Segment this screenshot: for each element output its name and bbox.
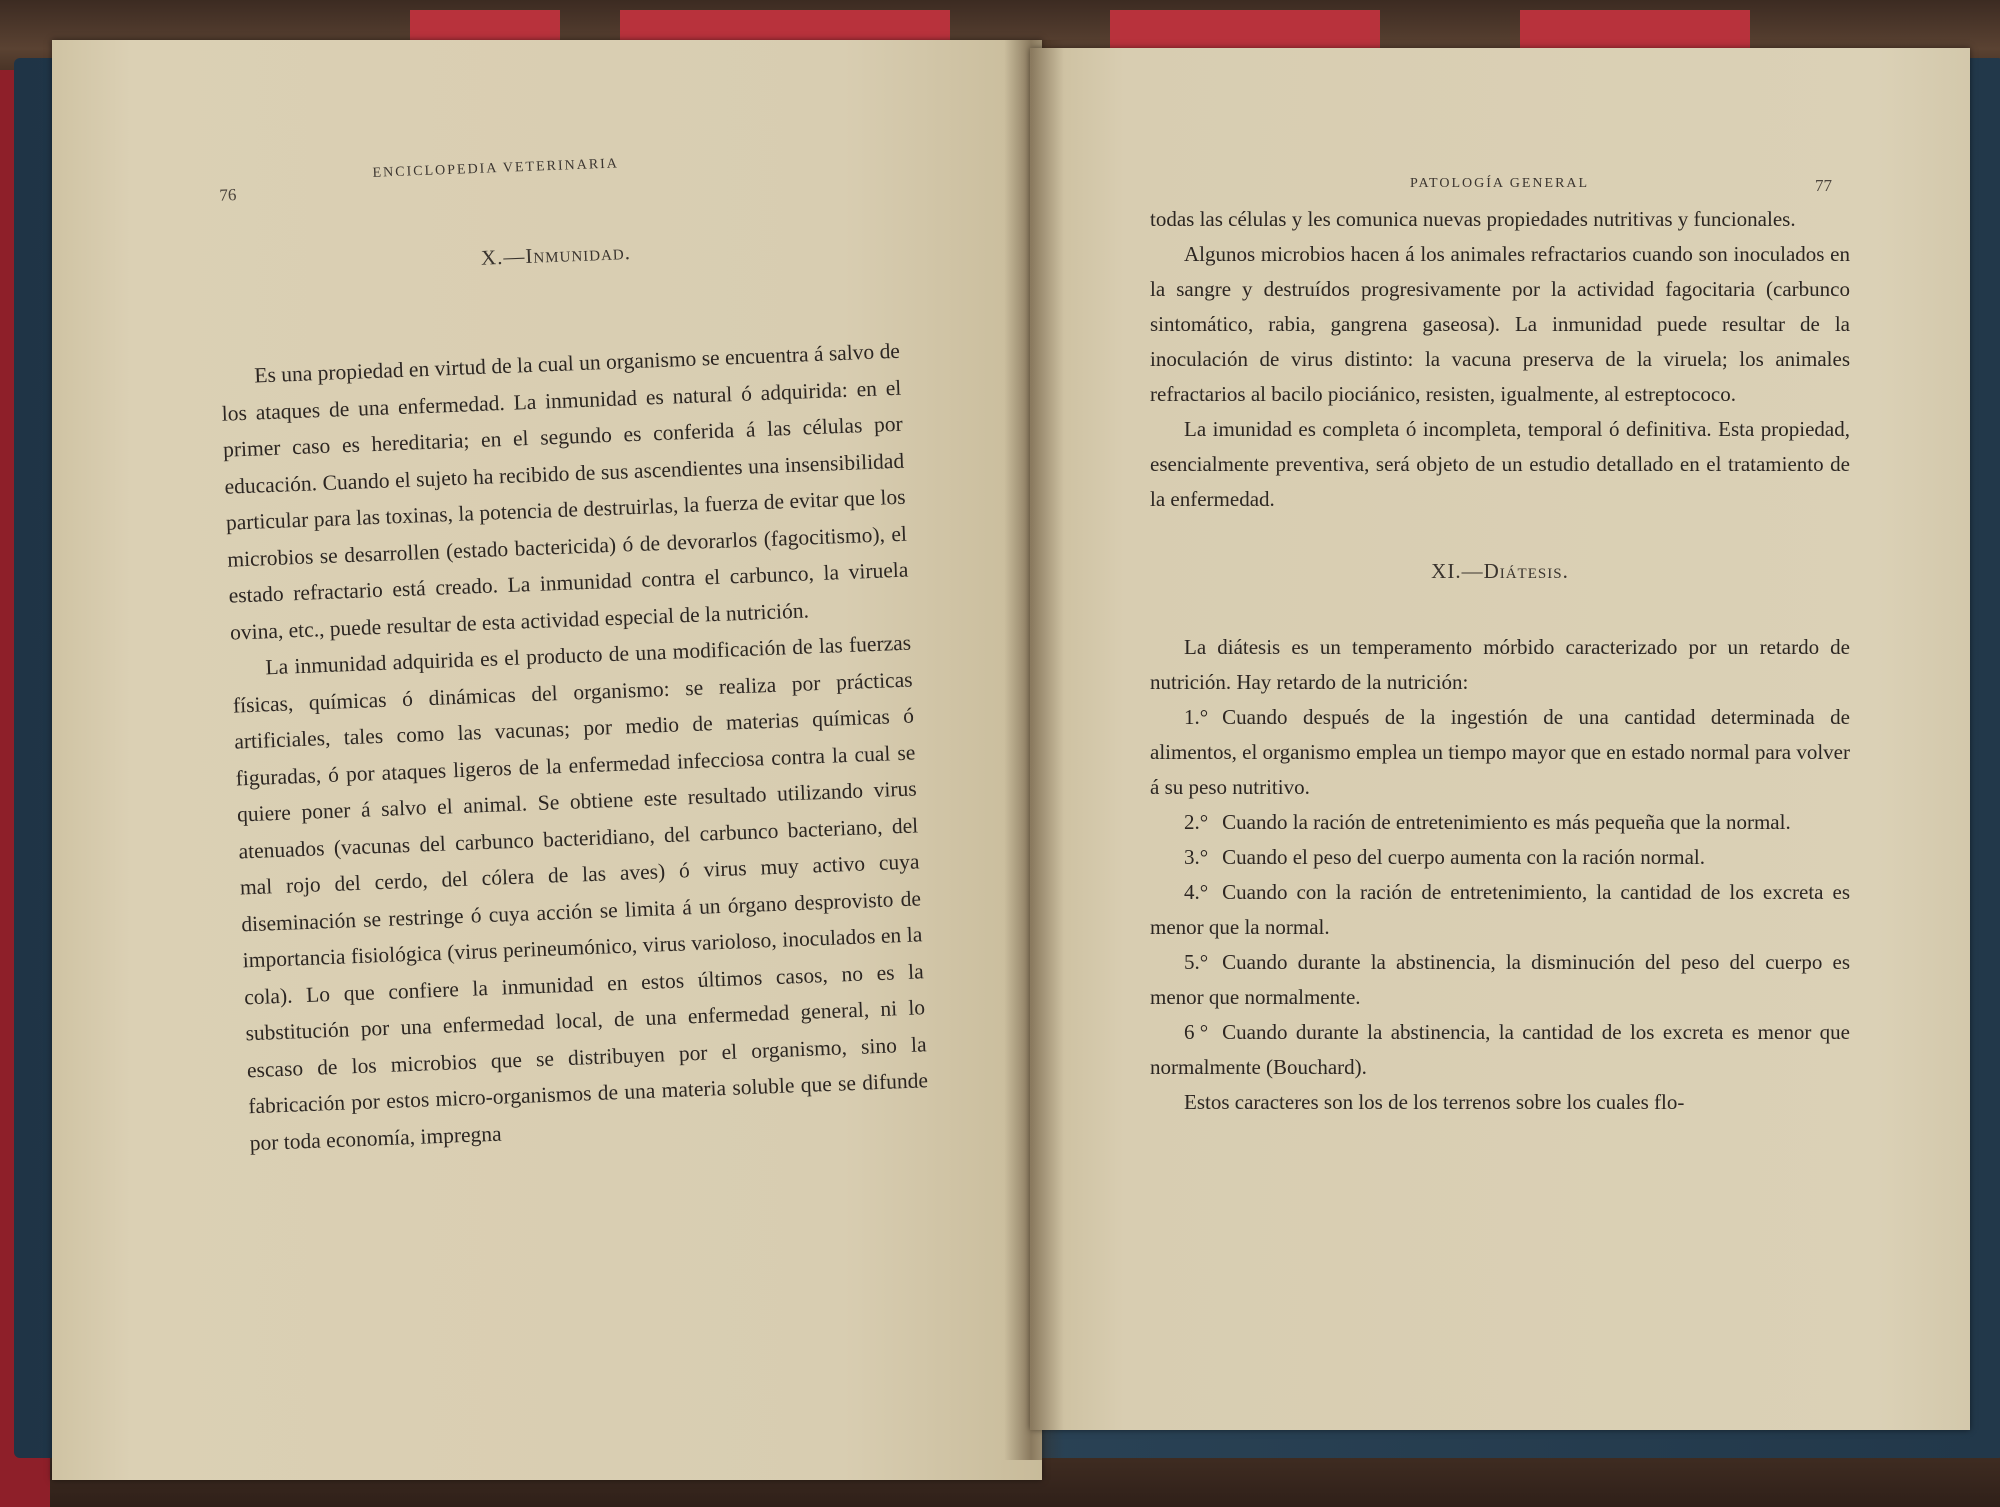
paragraph: Algunos microbios hacen á los animales refractarios cuando son inoculados en la sangre y destruídos progresivamente por la actividad fagocitaria (carbunco sintomático, rabia, gangrena gaseosa). La inmunidad puede resultar de la inoculación de virus distinto: la vacuna preserva de la viruela; los animales refractarios al bacilo piociánico, resisten, igualmente, al estreptococo.	[1150, 242, 1850, 406]
section-title: X.—Inmunidad.	[480, 239, 632, 270]
paragraph: La inmunidad adquirida es el producto de una modificación de las fuerzas físicas, químicas ó dinámicas del organismo: se realiza por prácticas artificiales, tales como las vacunas; por medio de materias químicas ó figuradas, ó por ataques ligeros de la enfermedad infecciosa contra la cual se quiere poner á salvo el animal. Se obtiene este resultado utilizando virus atenuados (vacunas del carbunco bacteridiano, del carbunco bacteriano, del mal rojo del cerdo, del cólera de las aves) ó virus muy activo cuya diseminación se restringe ó cuya acción se limita á un órgano desprovisto de importancia fisiológica (virus perineumónico, virus varioloso, inoculados en la cola). Lo que confiere la inmunidad en estos últimos casos, no es la substitución por una enfermedad local, de una enfermedad general, ni lo escaso de los microbios que se distribuyen por el organismo, sino la fabricación por estos micro-organismos de una materia soluble que se difunde por toda economía, impregna	[232, 630, 929, 1155]
paragraph: todas las células y les comunica nuevas propiedades nutritivas y funcionales.	[1150, 207, 1796, 231]
page-number: 77	[1815, 176, 1832, 195]
list-item	[1150, 945, 1850, 1015]
list-item	[1150, 805, 1850, 840]
list-item-text: Cuando el peso del cuerpo aumenta con la ración normal.	[1222, 845, 1705, 869]
paragraph: Estos caracteres son los de los terrenos sobre los cuales flo-	[1184, 1090, 1685, 1114]
list-item	[1150, 1015, 1850, 1085]
paragraph: La diátesis es un temperamento mórbido caracterizado por un retardo de nutrición. Hay retardo de la nutrición:	[1150, 635, 1850, 694]
list-item	[1150, 700, 1850, 805]
page-number: 76	[218, 185, 237, 205]
bookmark-tab	[1110, 10, 1380, 48]
list-item	[1150, 875, 1850, 945]
right-page	[1030, 48, 1970, 1430]
left-page	[52, 40, 1042, 1480]
book-gutter	[1004, 40, 1064, 1460]
list-item-number: 2.°	[1184, 810, 1209, 834]
list-item	[1150, 840, 1850, 875]
list-item-number: 3.°	[1184, 845, 1209, 869]
list-item-text: Cuando después de la ingestión de una cantidad determinada de alimentos, el organismo emplea un tiempo mayor que en estado normal para volver á su peso nutritivo.	[1150, 705, 1850, 799]
right-page-content	[1150, 158, 1850, 1120]
running-head: PATOLOGÍA GENERAL	[1410, 176, 1590, 191]
paragraph: La imunidad es completa ó incompleta, temporal ó definitiva. Esta propiedad, esencialmente preventiva, será objeto de un estudio detallado en el tratamiento de la enfermedad.	[1150, 417, 1850, 511]
section-title: XI.—Diátesis.	[1431, 559, 1569, 583]
list-item-text: Cuando durante la abstinencia, la disminución del peso del cuerpo es menor que normalmente.	[1150, 950, 1850, 1009]
right-page-header	[1150, 158, 1850, 202]
list-item-text: Cuando la ración de entretenimiento es más pequeña que la normal.	[1222, 810, 1791, 834]
list-item-text: Cuando durante la abstinencia, la cantidad de los excreta es menor que normalmente (Bouchard).	[1150, 1020, 1850, 1079]
bookmark-tab	[1520, 10, 1750, 48]
running-head: ENCICLOPEDIA VETERINARIA	[372, 156, 620, 181]
left-page-content	[212, 134, 930, 1161]
list-item-number: 4.°	[1184, 880, 1209, 904]
paragraph: Es una propiedad en virtud de la cual un organismo se encuentra á salvo de los ataques de una enfermedad. La inmunidad es natural ó adquirida: en el primer caso es hereditaria; en el segundo es conferida á las células por educación. Cuando el sujeto ha recibido de sus ascendientes una insensibilidad particular para las toxinas, la potencia de destruirlas, la fuerza de evitar que los microbios se desarrollen (estado bactericida) ó de devorarlos (fagocitismo), el estado refractario está creado. La inmunidad contra el carbunco, la viruela ovina, etc., puede resultar de esta actividad especial de la nutrición.	[221, 338, 909, 645]
list-item-text: Cuando con la ración de entretenimiento, la cantidad de los excreta es menor que la normal.	[1150, 880, 1850, 939]
list-item-number: 5.°	[1184, 950, 1209, 974]
left-page-header	[212, 134, 893, 205]
list-item-number: 6 °	[1184, 1020, 1209, 1044]
list-item-number: 1.°	[1184, 705, 1209, 729]
